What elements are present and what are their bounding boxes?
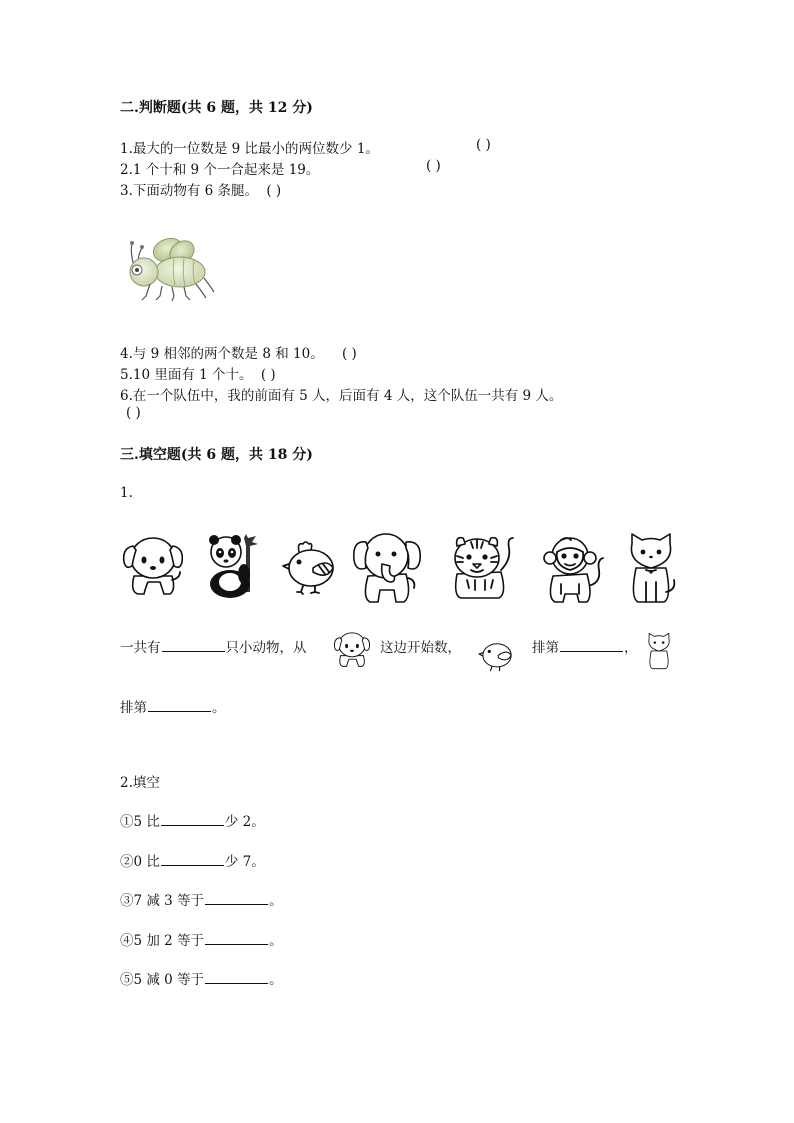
fly-illustration	[120, 232, 220, 304]
dog-small-icon	[330, 628, 374, 670]
fill-item-2	[120, 850, 265, 870]
dog-icon	[120, 530, 186, 600]
fill-item-1	[120, 810, 265, 830]
fill-item-3	[120, 889, 283, 909]
item-text-after: 。	[269, 893, 283, 909]
question-2-1	[120, 137, 379, 157]
question-2-5	[120, 363, 276, 383]
text-period: 。	[212, 700, 226, 716]
fill-blank-3[interactable]	[205, 890, 268, 905]
text-total: 一共有	[120, 640, 161, 656]
text-start-count: 这边开始数，	[380, 640, 461, 656]
item-text-after: 。	[269, 933, 283, 949]
question-2-3	[120, 179, 281, 199]
question-text: 3.下面动物有 6 条腿。	[120, 183, 259, 199]
question-2-2	[120, 158, 319, 178]
text-rank: 排第	[120, 700, 147, 716]
item-text-after: 少 7。	[224, 854, 265, 870]
answer-paren-2-2[interactable]: ( )	[426, 158, 441, 174]
blank-total-count[interactable]	[162, 637, 225, 652]
text-comma: ，	[624, 640, 638, 656]
chick-icon	[283, 538, 339, 594]
item-text-after: 。	[269, 972, 283, 988]
question-text: 5.10 里面有 1 个十。	[120, 367, 253, 383]
item-text-before: ⑤5 减 0 等于	[120, 972, 205, 988]
text-from: 只小动物，从	[225, 640, 307, 656]
answer-paren-2-5[interactable]: ( )	[260, 367, 276, 383]
question-3-1-chick-rank	[532, 636, 638, 656]
answer-paren-2-6[interactable]: ( )	[126, 405, 141, 421]
fill-blank-4[interactable]	[205, 930, 268, 945]
monkey-icon	[541, 532, 607, 604]
question-2-4	[120, 342, 357, 362]
item-text-before: ①5 比	[120, 814, 160, 830]
cat-small-icon	[646, 632, 672, 670]
cat-icon	[626, 532, 676, 604]
item-text-before: ③7 减 3 等于	[120, 893, 205, 909]
question-3-1-number: 1.	[120, 485, 133, 501]
question-text: 6.在一个队伍中，我的前面有 5 人，后面有 4 人，这个队伍一共有 9 人。	[120, 388, 563, 404]
question-text: 1.最大的一位数是 9 比最小的两位数少 1。	[120, 141, 379, 157]
fill-blank-5[interactable]	[205, 969, 268, 984]
text-rank: 排第	[532, 640, 559, 656]
fill-item-4	[120, 929, 283, 949]
fill-item-5	[120, 968, 283, 988]
item-text-after: 少 2。	[224, 814, 265, 830]
answer-paren-2-3[interactable]: ( )	[266, 183, 282, 199]
item-text-before: ②0 比	[120, 854, 160, 870]
tiger-icon	[445, 530, 519, 602]
blank-chick-rank[interactable]	[560, 637, 623, 652]
section3-title: 三.填空题(共 6 题，共 18 分)	[120, 447, 313, 463]
fill-blank-1[interactable]	[161, 811, 224, 826]
blank-cat-rank[interactable]	[148, 697, 211, 712]
question-2-6	[120, 384, 562, 404]
question-text: 4.与 9 相邻的两个数是 8 和 10。	[120, 346, 324, 362]
answer-paren-2-1[interactable]: ( )	[476, 137, 491, 153]
chick-small-icon	[477, 636, 517, 672]
question-3-1-line1	[120, 636, 307, 656]
question-3-2-title: 2.填空	[120, 775, 160, 791]
section2-title: 二.判断题(共 6 题，共 12 分)	[120, 100, 313, 116]
fill-blank-2[interactable]	[161, 851, 224, 866]
question-text: 2.1 个十和 9 个一合起来是 19。	[120, 162, 320, 178]
item-text-before: ④5 加 2 等于	[120, 933, 205, 949]
answer-paren-2-4[interactable]: ( )	[342, 346, 357, 362]
question-3-1-line2	[120, 696, 226, 716]
panda-icon	[200, 532, 266, 600]
elephant-icon	[352, 524, 424, 606]
